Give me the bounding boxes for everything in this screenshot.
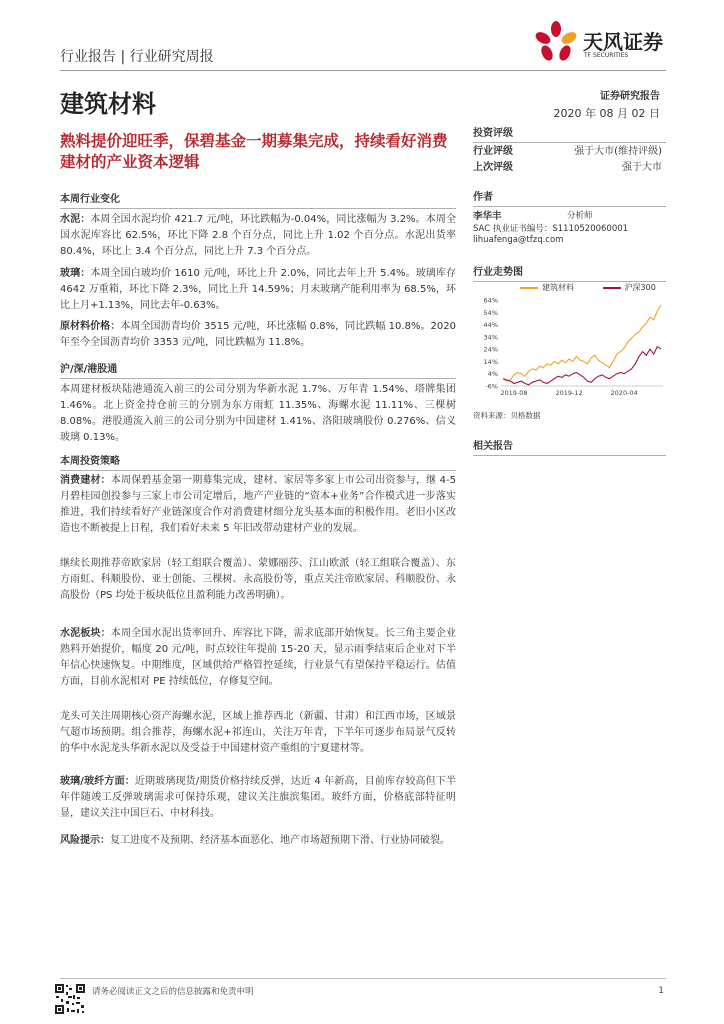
paragraph-text: 本周全国沥青均价 3515 元/吨，环比涨幅 0.8%，同比跌幅 10.8%。2020 年至今全国沥青均价 3353 元/吨，同比跌幅为 11.8%。 — [60, 321, 457, 348]
trend-title: 行业走势图 — [473, 263, 666, 282]
y-tick-label: 54% — [483, 308, 498, 317]
paragraph-lead: 风险提示： — [60, 835, 110, 846]
paragraph-raw-materials — [60, 319, 456, 351]
chart-legend — [520, 282, 656, 293]
paragraph-lead: 水泥： — [60, 214, 91, 225]
series-line-index — [503, 347, 661, 385]
x-tick-label: 2019-08 — [500, 389, 528, 397]
doc-type: 行业报告 | 行业研究周报 — [60, 49, 214, 65]
author-email[interactable]: lihuafenga@tfzq.com — [473, 235, 564, 245]
series-line-sector — [503, 305, 661, 381]
sac-number: SAC 执业证书编号：S1110520060001 — [473, 224, 629, 234]
paragraph-lead: 消费建材： — [60, 475, 111, 486]
paragraph-cement-sector — [60, 626, 456, 690]
y-tick-label: 4% — [487, 370, 498, 379]
qr-code-icon — [54, 983, 86, 1015]
legend-label-index: 沪深300 — [624, 283, 656, 292]
y-tick-label: 14% — [483, 357, 498, 366]
paragraph-hk-connect — [60, 382, 456, 446]
legend-swatch-index — [603, 287, 621, 289]
industry-rating — [473, 142, 666, 157]
paragraph-text: 本周全国水泥均价 421.7 元/吨，环比跌幅为-0.04%，同比涨幅为 3.2%。本周全国水泥库容比 62.5%，环比下降 2.8 个百分点，同比上升 1.02 个百分点。水泥出货率 80.4%，环比上 3.4 个百分点，同比上升 7.3 个百分点。 — [60, 214, 456, 257]
author-title: 作者 — [473, 188, 666, 207]
related-reports-title: 相关报告 — [473, 437, 666, 456]
paragraph-text: 本周全国白玻均价 1610 元/吨，环比上升 2.0%，同比去年上升 5.4%。玻璃库存 4642 万重箱，环比下降 2.3%，同比上升 14.59%；月末玻璃产能利用率为 68.5%，环比上月+1.13%，同比去年-0.63%。 — [60, 268, 457, 311]
page-number: 1 — [658, 986, 664, 996]
paragraph-text: 本周保碧基金第一期募集完成，建材、家居等多家上市公司出资参与，继 4-5 月碧桂园创投参与三家上市公司定增后，地产产业链的“资本+业务”合作模式进一步落实推进，我们持续看好产业链深度合作对消费建材细分龙头基本面的积极作用。老旧小区改造也不断被提上日程，我们看好未来 5 年旧改带动建材产业的发展。 — [60, 475, 457, 534]
paragraph-lead: 水泥板块： — [60, 628, 111, 639]
x-tick-label: 2019-12 — [555, 389, 583, 397]
report-headline: 熟料提价迎旺季，保碧基金一期募集完成，持续看好消费建材的产业资本逻辑 — [60, 132, 448, 171]
paragraph-glass — [60, 266, 456, 314]
company-logo — [531, 20, 671, 66]
sector-title: 建筑材料 — [60, 90, 156, 118]
author-name: 李华丰 — [473, 211, 502, 222]
header-divider — [60, 70, 666, 71]
paragraph-text: 近期玻璃现货/期货价格持续反弹，达近 4 年新高，目前库存较高但下半年伴随竣工反弹玻璃需求可保持乐观，建议关注旗滨集团。玻纤方面，价格底部特征明显，建议关注中国巨石、中材科技。 — [60, 776, 456, 819]
paragraph-consumer-materials — [60, 473, 456, 537]
rating-title: 投资评级 — [473, 124, 666, 143]
section-strategy: 本周投资策略 — [60, 452, 456, 471]
footer-divider — [60, 978, 666, 979]
report-date: 2020 年 08 月 02 日 — [553, 107, 660, 120]
paragraph-leaders — [60, 709, 456, 757]
industry-rating-value: 强于大市(维持评级) — [574, 146, 662, 157]
paragraph-text: 龙头可关注周期核心资产海螺水泥，区域上推荐西北（新疆、甘肃）和江西市场，区域景气超市场预期。组合推荐，海螺水泥+祁连山，关注万年青，下半年可逐步布局景气反转的华中水泥龙头华新水泥以及受益于中国建材资产重组的宁夏建材等。 — [60, 711, 456, 754]
paragraph-risk — [60, 833, 456, 849]
y-tick-label: 24% — [483, 345, 498, 354]
x-tick-label: 2020-04 — [610, 389, 638, 397]
logo-english-name: TF SECURITIES — [584, 52, 629, 59]
y-tick-label: 64% — [483, 296, 498, 305]
author-role: 分析师 — [567, 211, 593, 221]
logo-petal-icon — [531, 20, 581, 66]
y-tick-label: 34% — [483, 333, 498, 342]
paragraph-glass-fiber — [60, 774, 456, 822]
legend-label-sector: 建筑材料 — [542, 283, 574, 292]
paragraph-lead: 原材料价格： — [60, 321, 121, 332]
logo-name: 天风证券 — [583, 30, 663, 54]
previous-rating-value: 强于大市 — [622, 162, 662, 173]
legend-item-sector — [520, 283, 574, 292]
legend-item-index — [603, 283, 656, 292]
y-tick-label: -6% — [485, 382, 498, 391]
chart-source: 资料来源：贝格数据 — [473, 411, 541, 420]
paragraph-lead: 玻璃/玻纤方面： — [60, 776, 135, 787]
paragraph-recommendations — [60, 556, 456, 604]
paragraph-lead: 玻璃： — [60, 268, 91, 279]
report-kind: 证券研究报告 — [600, 91, 660, 102]
legend-swatch-sector — [520, 287, 538, 289]
paragraph-text: 本周全国水泥出货率回升、库容比下降，需求底部开始恢复。长三角主要企业熟料开始提价，幅度 20 元/吨，时点较往年提前 15-20 天，显示雨季结束后企业对下半年信心快速恢复。中期维度，区域供给严格管控延续，行业景气有望保持平稳运行。估值方面，目前水泥相对 PE 持续低位，存修复空间。 — [60, 628, 457, 687]
paragraph-text: 继续长期推荐帝欧家居（轻工组联合覆盖）、蒙娜丽莎、江山欧派（轻工组联合覆盖）、东方雨虹、科顺股份、亚士创能、三棵树、永高股份等，重点关注帝欧家居、科顺股份、永高股份（PS 均处于板块低位且盈利能力改善明确）。 — [60, 558, 456, 601]
trend-chart — [473, 294, 666, 406]
section-hk-connect: 沪/深/港股通 — [60, 360, 456, 379]
y-tick-label: 44% — [483, 321, 498, 330]
paragraph-cement — [60, 212, 456, 260]
section-weekly-change: 本周行业变化 — [60, 190, 456, 209]
industry-rating-label: 行业评级 — [473, 146, 513, 157]
previous-rating-label: 上次评级 — [473, 162, 513, 173]
paragraph-text: 本周建材板块陆港通流入前三的公司分别为华新水泥 1.7%、万年青 1.54%、塔牌集团 1.46%。北上资金持仓前三的分别为东方雨虹 11.35%、海螺水泥 11.11%、三棵树 8.08%。港股通流入前三的公司分别为中国建材 1.41%、洛阳玻璃股份 0.276%、信义玻璃 0.13%。 — [60, 384, 456, 443]
previous-rating — [473, 158, 666, 173]
footer-disclaimer: 请务必阅读正文之后的信息披露和免责申明 — [92, 987, 254, 997]
paragraph-text: 复工进度不及预期、经济基本面恶化、地产市场超预期下滑、行业协同破裂。 — [110, 835, 450, 846]
